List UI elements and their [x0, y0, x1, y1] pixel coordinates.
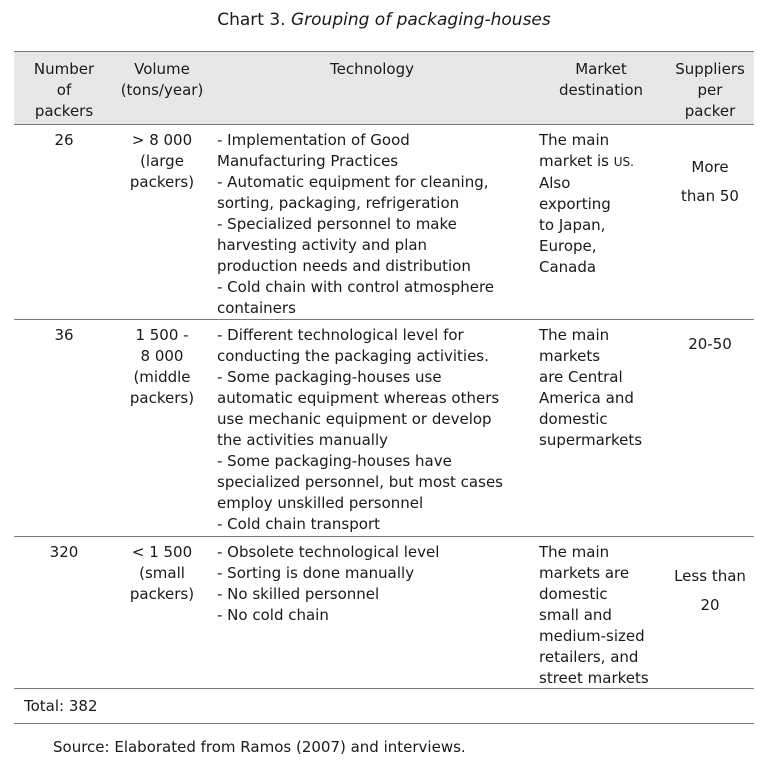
text-line: The main: [539, 131, 610, 149]
text-line: - Specialized personnel to make: [217, 215, 457, 233]
table-row: [14, 537, 754, 689]
text-line: < 1 500: [131, 543, 193, 561]
tech-item: [217, 367, 535, 451]
text-line: > 8 000: [131, 131, 193, 149]
text-line: street markets: [539, 669, 649, 687]
text-line: exporting: [539, 195, 611, 213]
header-volume: [114, 59, 210, 101]
text-line: production needs and distribution: [217, 257, 471, 275]
cell-number: 36: [54, 326, 74, 344]
text-line: - No cold chain: [217, 606, 329, 624]
cell-market: [539, 130, 663, 278]
cell-number: 26: [54, 131, 74, 149]
tech-item: [217, 277, 535, 319]
text-line: - Cold chain with control atmosphere: [217, 278, 495, 296]
text-line: harvesting activity and plan: [217, 236, 428, 254]
cell-technology: [217, 542, 535, 626]
text-line: - Some packaging-houses have: [217, 452, 452, 470]
text-line: - Cold chain transport: [217, 515, 380, 533]
text-line: the activities manually: [217, 431, 388, 449]
text-line: conducting the packaging activities.: [217, 347, 489, 365]
text-line: - Sorting is done manually: [217, 564, 415, 582]
cell-volume: [114, 130, 210, 193]
tech-item: [217, 130, 535, 172]
text-line: to Japan,: [539, 216, 606, 234]
text-line: packers): [129, 389, 195, 407]
table-row: [14, 320, 754, 537]
packaging-houses-table: [14, 51, 754, 724]
cell-volume: [114, 542, 210, 605]
header-number: [14, 59, 114, 122]
text-line: retailers, and: [539, 648, 639, 666]
cell-suppliers: [666, 153, 754, 211]
tech-item: [217, 172, 535, 214]
text-line: Number: [33, 60, 95, 78]
text-line: 8 000: [140, 347, 184, 365]
cell-number: 320: [49, 543, 79, 561]
source-note: Source: Elaborated from Ramos (2007) and interviews.: [53, 738, 466, 756]
text-line: (middle: [133, 368, 191, 386]
header-technology: [217, 59, 527, 80]
chart-title-prefix: Chart 3.: [217, 10, 291, 30]
text-line: - Automatic equipment for cleaning,: [217, 173, 489, 191]
text-line: Manufacturing Practices: [217, 152, 399, 170]
text-line: destination: [558, 81, 644, 99]
text-line: - Implementation of Good: [217, 131, 410, 149]
text-line: packers): [129, 585, 195, 603]
text-line: (tons/year): [120, 81, 204, 99]
text-line: The main: [539, 326, 610, 344]
text-line: use mechanic equipment or develop: [217, 410, 492, 428]
text-line: domestic: [539, 410, 608, 428]
tech-item: [217, 325, 535, 367]
text-line: Less than: [674, 567, 746, 585]
text-line: Canada: [539, 258, 597, 276]
text-line: America and: [539, 389, 634, 407]
cell-technology: [217, 130, 535, 319]
text-line: supermarkets: [539, 431, 643, 449]
text-line: packers): [129, 173, 195, 191]
text-line: domestic: [539, 585, 608, 603]
text-line: of: [56, 81, 72, 99]
tech-item: [217, 563, 535, 584]
table-header: [14, 51, 754, 125]
text-line: packers: [34, 102, 94, 120]
text-line: sorting, packaging, refrigeration: [217, 194, 460, 212]
us-abbreviation: US.: [613, 155, 634, 169]
text-line: are Central: [539, 368, 623, 386]
text-line: packer: [684, 102, 736, 120]
text-line: Also: [539, 174, 571, 192]
text-line: markets are: [539, 564, 630, 582]
table-total-row: [14, 689, 754, 724]
text-line: (small: [139, 564, 185, 582]
text-line: - Some packaging-houses use: [217, 368, 442, 386]
text-line: More: [691, 158, 729, 176]
tech-item: [217, 514, 535, 535]
text-line: - No skilled personnel: [217, 585, 380, 603]
text-line: 20: [700, 596, 720, 614]
text-line: - Different technological level for: [217, 326, 464, 344]
text-line: containers: [217, 299, 296, 317]
text-line: medium-sized: [539, 627, 645, 645]
cell-volume: [114, 325, 210, 409]
cell-suppliers: [666, 330, 754, 359]
cell-suppliers: [666, 562, 754, 620]
cell-technology: [217, 325, 535, 535]
tech-item: [217, 451, 535, 514]
tech-item: [217, 214, 535, 277]
total-text: Total: 382: [24, 697, 98, 715]
text-line: The main: [539, 543, 610, 561]
text-line: small and: [539, 606, 612, 624]
text-line: 1 500 -: [135, 326, 189, 344]
text-line: markets: [539, 347, 601, 365]
text-line: market is: [539, 152, 614, 170]
text-line: Suppliers: [675, 60, 745, 78]
tech-item: [217, 542, 535, 563]
text-line: than 50: [681, 187, 739, 205]
text-line: (large: [140, 152, 184, 170]
text-line: 20-50: [688, 335, 732, 353]
text-line: - Obsolete technological level: [217, 543, 440, 561]
text-line: per: [697, 81, 723, 99]
table-row: [14, 125, 754, 320]
tech-item: [217, 605, 535, 626]
tech-item: [217, 584, 535, 605]
text-line: Market: [575, 60, 627, 78]
chart-title-text: Grouping of packaging-houses: [290, 10, 551, 30]
chart-title: [0, 8, 768, 32]
text-line: Europe,: [539, 237, 597, 255]
cell-market: [539, 542, 663, 689]
text-line: Volume: [134, 60, 190, 78]
header-market: [539, 59, 663, 101]
text-line: Technology: [329, 60, 415, 78]
cell-market: [539, 325, 663, 451]
text-line: employ unskilled personnel: [217, 494, 424, 512]
text-line: automatic equipment whereas others: [217, 389, 500, 407]
text-line: specialized personnel, but most cases: [217, 473, 503, 491]
header-suppliers: [666, 59, 754, 122]
